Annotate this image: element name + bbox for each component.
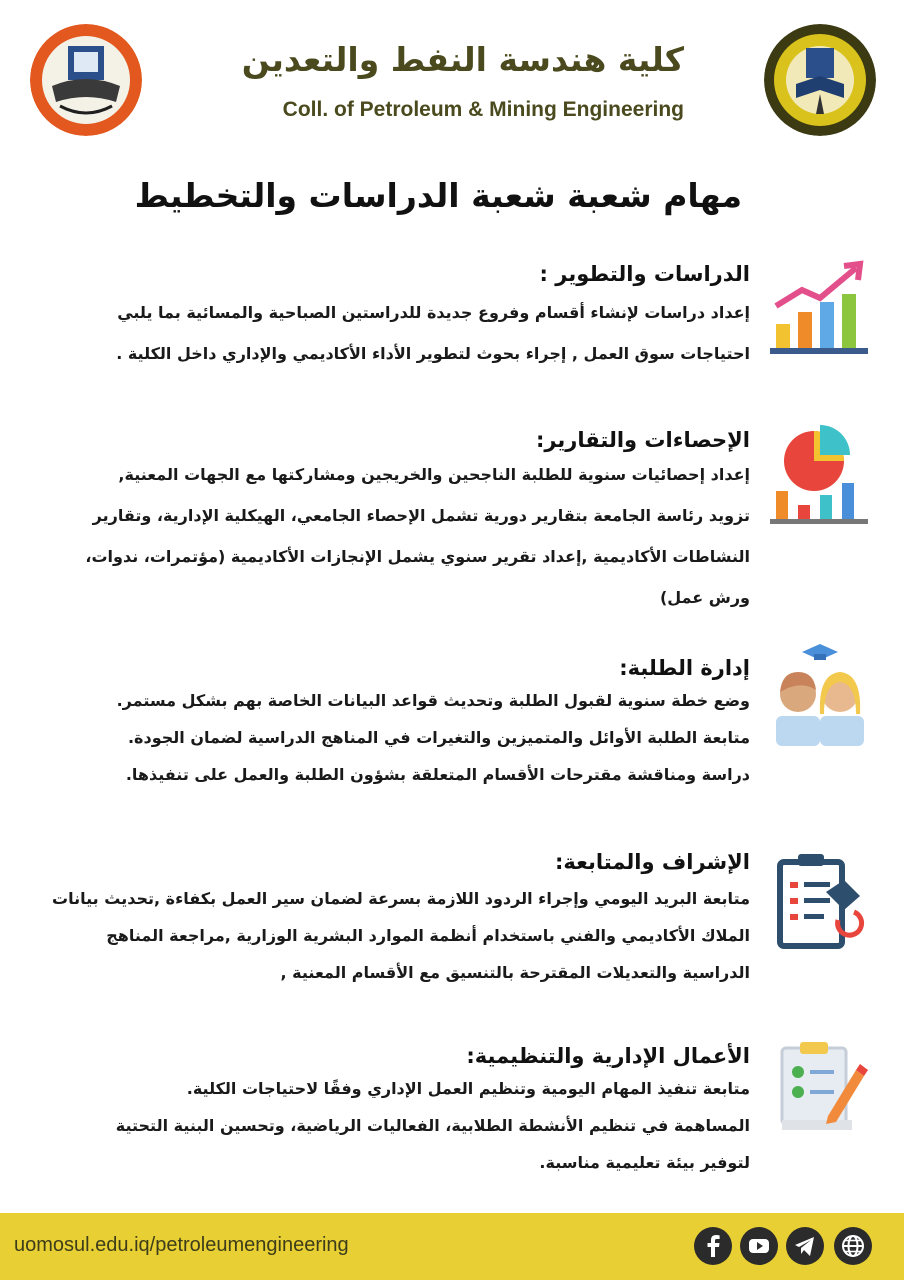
section-line: تزويد رئاسة الجامعة بتقارير دورية تشمل الإحصاء الجامعي، الهيكلية الإدارية، وتقارير [92, 506, 750, 525]
youtube-icon[interactable] [740, 1227, 778, 1265]
section-title: الإحصاءات والتقارير: [535, 428, 750, 452]
section-statistics-reports [20, 428, 750, 618]
section-line: لتوفير بيئة تعليمية مناسبة. [539, 1153, 750, 1172]
section-title: الدراسات والتطوير : [539, 262, 750, 286]
section-line: متابعة البريد اليومي وإجراء الردود اللازمة بسرعة لضمان سير العمل بكفاءة ,تحديث بيانات [52, 889, 750, 908]
telegram-icon[interactable] [786, 1227, 824, 1265]
section-line: إعداد دراسات لإنشاء أقسام وفروع جديدة للدراستين الصباحية والمسائية بما يلبي [117, 303, 750, 322]
section-line: متابعة الطلبة الأوائل والمتميزين والتغيرات في المناهج الدراسية لضمان الجودة. [127, 728, 750, 747]
section-title: إدارة الطلبة: [619, 656, 750, 680]
section-title: الأعمال الإدارية والتنظيمية: [466, 1044, 750, 1068]
section-administrative-work [20, 1044, 750, 1181]
bar-chart-growth-icon [768, 256, 872, 360]
globe-icon[interactable] [834, 1227, 872, 1265]
section-line: الملاك الأكاديمي والفني باستخدام أنظمة الموارد البشرية الوزارية ,مراجعة المناهج [106, 926, 750, 945]
section-line: متابعة تنفيذ المهام اليومية وتنظيم العمل الإداري وفقًا لاحتياجات الكلية. [186, 1079, 750, 1098]
section-line: احتياجات سوق العمل , إجراء بحوث لتطوير الأداء الأكاديمي والإداري داخل الكلية . [116, 344, 750, 363]
checklist-clipboard-icon [768, 852, 872, 956]
section-studies-development [20, 262, 750, 374]
pie-bar-chart-icon [768, 425, 872, 529]
section-line: دراسة ومناقشة مقترحات الأقسام المتعلقة بشؤون الطلبة والعمل على تنفيذها. [125, 765, 750, 784]
page-title: مهام شعبة شعبة الدراسات والتخطيط [134, 176, 742, 215]
section-line: المساهمة في تنظيم الأنشطة الطلابية، الفعاليات الرياضية، وتحسين البنية التحتية [115, 1116, 750, 1135]
section-line: ورش عمل) [659, 588, 750, 607]
section-supervision-followup [20, 850, 750, 991]
students-icon [768, 644, 872, 748]
section-line: النشاطات الأكاديمية ,إعداد تقرير سنوي يشمل الإنجازات الأكاديمية (مؤتمرات، ندوات، [85, 547, 750, 566]
college-logo [764, 24, 876, 136]
section-line: وضع خطة سنوية لقبول الطلبة وتحديث قواعد البيانات الخاصة بهم بشكل مستمر. [116, 691, 750, 710]
section-line: الدراسية والتعديلات المقترحة بالتنسيق مع الأقسام المعنية , [280, 963, 750, 982]
website-link[interactable]: uomosul.edu.iq/petroleumengineering [14, 1234, 349, 1256]
college-title-arabic: كلية هندسة النفط والتعدين [241, 40, 684, 79]
section-student-management [20, 656, 750, 793]
facebook-icon[interactable] [694, 1227, 732, 1265]
college-title-english: Coll. of Petroleum & Mining Engineering [282, 98, 684, 121]
section-line: إعداد إحصائيات سنوية للطلبة الناجحين والخريجين ومشاركتها مع الجهات المعنية, [118, 465, 750, 484]
clipboard-pencil-icon [768, 1040, 872, 1144]
university-of-mosul-logo [30, 24, 142, 136]
footer-bar [0, 1213, 904, 1280]
section-title: الإشراف والمتابعة: [555, 850, 750, 874]
